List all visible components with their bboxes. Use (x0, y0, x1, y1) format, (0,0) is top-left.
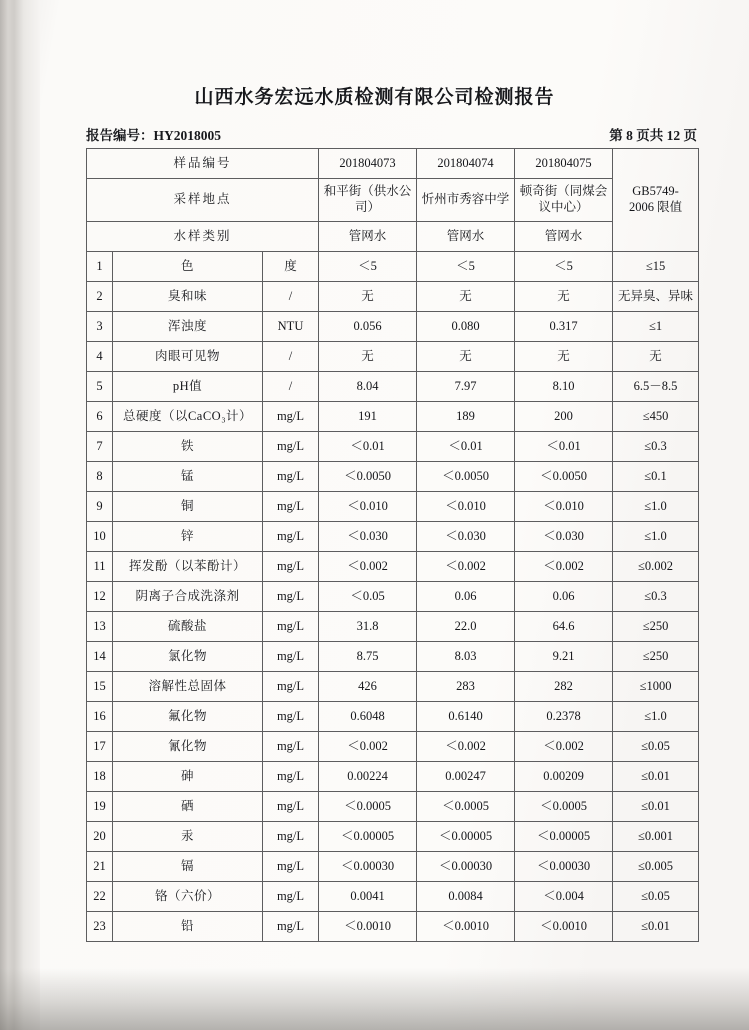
row-unit: mg/L (263, 762, 319, 792)
row-item-name: pH值 (113, 372, 263, 402)
row-index: 16 (87, 702, 113, 732)
row-standard-limit: ≤0.05 (613, 882, 699, 912)
water-quality-table (86, 148, 699, 942)
row-value-3: 0.06 (515, 582, 613, 612)
row-standard-limit: 无异臭、异味 (613, 282, 699, 312)
row-unit: mg/L (263, 612, 319, 642)
sample-id-2: 201804074 (417, 149, 515, 179)
row-value-1: 31.8 (319, 612, 417, 642)
row-index: 14 (87, 642, 113, 672)
header-type-label: 水样类别 (87, 222, 319, 252)
row-value-3: 0.00209 (515, 762, 613, 792)
row-standard-limit: ≤0.01 (613, 762, 699, 792)
sample-place-2: 忻州市秀容中学 (417, 179, 515, 222)
row-value-3: ＜0.030 (515, 522, 613, 552)
row-value-1: ＜0.01 (319, 432, 417, 462)
row-unit: 度 (263, 252, 319, 282)
row-unit: mg/L (263, 852, 319, 882)
table-row (87, 282, 699, 312)
row-item-name: 总硬度（以CaCO₃计） (113, 402, 263, 432)
row-value-1: 无 (319, 342, 417, 372)
row-unit: mg/L (263, 522, 319, 552)
row-unit: mg/L (263, 642, 319, 672)
table-row (87, 552, 699, 582)
row-unit: / (263, 342, 319, 372)
row-value-1: ＜0.0050 (319, 462, 417, 492)
row-value-3: 9.21 (515, 642, 613, 672)
row-item-name: 挥发酚（以苯酚计） (113, 552, 263, 582)
table-row (87, 312, 699, 342)
row-standard-limit: ≤250 (613, 612, 699, 642)
row-value-1: ＜0.00030 (319, 852, 417, 882)
table-header-sample-no (87, 149, 699, 179)
row-standard-limit: ≤1.0 (613, 522, 699, 552)
row-unit: mg/L (263, 462, 319, 492)
row-index: 12 (87, 582, 113, 612)
row-value-3: 0.317 (515, 312, 613, 342)
row-standard-limit: ≤0.3 (613, 582, 699, 612)
row-item-name: 氟化物 (113, 702, 263, 732)
row-standard-limit: ≤0.05 (613, 732, 699, 762)
row-value-2: ＜0.0050 (417, 462, 515, 492)
row-index: 6 (87, 402, 113, 432)
row-standard-limit: ≤15 (613, 252, 699, 282)
row-value-3: ＜0.002 (515, 732, 613, 762)
row-index: 18 (87, 762, 113, 792)
row-unit: mg/L (263, 582, 319, 612)
row-unit: mg/L (263, 882, 319, 912)
row-value-2: 0.0084 (417, 882, 515, 912)
row-standard-limit: ≤0.01 (613, 792, 699, 822)
row-item-name: 色 (113, 252, 263, 282)
row-index: 23 (87, 912, 113, 942)
row-index: 5 (87, 372, 113, 402)
row-value-2: ＜0.0010 (417, 912, 515, 942)
row-standard-limit: ≤0.001 (613, 822, 699, 852)
row-value-3: ＜0.00030 (515, 852, 613, 882)
row-index: 9 (87, 492, 113, 522)
table-row (87, 822, 699, 852)
sample-place-1: 和平街（供水公司） (319, 179, 417, 222)
row-value-3: ＜0.002 (515, 552, 613, 582)
table-row (87, 852, 699, 882)
row-value-2: 0.080 (417, 312, 515, 342)
row-value-1: 0.6048 (319, 702, 417, 732)
row-unit: mg/L (263, 552, 319, 582)
row-unit: mg/L (263, 912, 319, 942)
row-value-2: 7.97 (417, 372, 515, 402)
row-index: 10 (87, 522, 113, 552)
row-value-3: 无 (515, 342, 613, 372)
row-value-2: 22.0 (417, 612, 515, 642)
sample-type-2: 管网水 (417, 222, 515, 252)
row-value-2: 189 (417, 402, 515, 432)
row-value-2: ＜0.010 (417, 492, 515, 522)
row-item-name: 硒 (113, 792, 263, 822)
header-place-label: 采样地点 (87, 179, 319, 222)
table-row (87, 252, 699, 282)
table-row (87, 432, 699, 462)
table-row (87, 372, 699, 402)
row-item-name: 溶解性总固体 (113, 672, 263, 702)
row-value-1: 8.04 (319, 372, 417, 402)
row-index: 13 (87, 612, 113, 642)
row-index: 4 (87, 342, 113, 372)
row-value-3: 282 (515, 672, 613, 702)
row-unit: mg/L (263, 792, 319, 822)
table-row (87, 882, 699, 912)
row-index: 7 (87, 432, 113, 462)
row-value-3: ＜0.00005 (515, 822, 613, 852)
sample-type-1: 管网水 (319, 222, 417, 252)
row-value-2: 0.06 (417, 582, 515, 612)
row-standard-limit: ≤0.3 (613, 432, 699, 462)
row-value-3: ＜0.0050 (515, 462, 613, 492)
row-value-1: ＜0.030 (319, 522, 417, 552)
row-value-3: 0.2378 (515, 702, 613, 732)
row-unit: mg/L (263, 492, 319, 522)
row-standard-limit: ≤0.01 (613, 912, 699, 942)
row-index: 17 (87, 732, 113, 762)
row-value-2: 无 (417, 342, 515, 372)
row-value-3: ＜5 (515, 252, 613, 282)
page-title: 山西水务宏远水质检测有限公司检测报告 (194, 86, 555, 108)
row-value-2: ＜5 (417, 252, 515, 282)
table-row (87, 792, 699, 822)
row-value-3: ＜0.0005 (515, 792, 613, 822)
row-value-2: 8.03 (417, 642, 515, 672)
row-value-2: ＜0.00005 (417, 822, 515, 852)
row-item-name: 铬（六价） (113, 882, 263, 912)
row-item-name: 氯化物 (113, 642, 263, 672)
row-value-1: 0.056 (319, 312, 417, 342)
row-value-1: ＜0.002 (319, 552, 417, 582)
row-value-1: 0.00224 (319, 762, 417, 792)
row-index: 8 (87, 462, 113, 492)
row-standard-limit: ≤1.0 (613, 492, 699, 522)
row-value-2: 0.00247 (417, 762, 515, 792)
row-value-2: ＜0.030 (417, 522, 515, 552)
row-value-2: 283 (417, 672, 515, 702)
row-index: 2 (87, 282, 113, 312)
row-value-2: ＜0.0005 (417, 792, 515, 822)
row-item-name: 臭和味 (113, 282, 263, 312)
row-item-name: 锰 (113, 462, 263, 492)
row-item-name: 铜 (113, 492, 263, 522)
row-value-1: ＜0.0010 (319, 912, 417, 942)
table-row (87, 612, 699, 642)
row-index: 11 (87, 552, 113, 582)
table-row (87, 672, 699, 702)
row-value-1: 8.75 (319, 642, 417, 672)
row-standard-limit: ≤0.002 (613, 552, 699, 582)
row-item-name: 氰化物 (113, 732, 263, 762)
row-value-1: ＜5 (319, 252, 417, 282)
row-index: 3 (87, 312, 113, 342)
row-value-3: 无 (515, 282, 613, 312)
row-unit: mg/L (263, 402, 319, 432)
page-number: 第 8 页共 12 页 (609, 128, 697, 143)
table-row (87, 642, 699, 672)
row-standard-limit: ≤1 (613, 312, 699, 342)
row-value-2: 无 (417, 282, 515, 312)
row-value-1: ＜0.0005 (319, 792, 417, 822)
row-item-name: 镉 (113, 852, 263, 882)
row-item-name: 锌 (113, 522, 263, 552)
row-index: 1 (87, 252, 113, 282)
row-value-2: ＜0.002 (417, 732, 515, 762)
row-index: 15 (87, 672, 113, 702)
row-standard-limit: 无 (613, 342, 699, 372)
row-value-1: ＜0.05 (319, 582, 417, 612)
row-unit: mg/L (263, 822, 319, 852)
table-row (87, 702, 699, 732)
row-standard-limit: ≤1000 (613, 672, 699, 702)
report-number: 报告编号：HY2018005 (86, 128, 221, 143)
row-value-1: 426 (319, 672, 417, 702)
row-value-2: 0.6140 (417, 702, 515, 732)
row-unit: / (263, 282, 319, 312)
row-value-3: 200 (515, 402, 613, 432)
row-value-3: ＜0.0010 (515, 912, 613, 942)
row-unit: mg/L (263, 672, 319, 702)
row-standard-limit: ≤0.005 (613, 852, 699, 882)
sample-place-3: 顿奇街（同煤会议中心） (515, 179, 613, 222)
sample-id-1: 201804073 (319, 149, 417, 179)
row-standard-limit: ≤450 (613, 402, 699, 432)
row-unit: mg/L (263, 732, 319, 762)
standard-header: GB5749- 2006 限值 (613, 149, 699, 252)
row-standard-limit: ≤1.0 (613, 702, 699, 732)
row-item-name: 铁 (113, 432, 263, 462)
row-item-name: 肉眼可见物 (113, 342, 263, 372)
header-sample-no-label: 样品编号 (87, 149, 319, 179)
table-row (87, 462, 699, 492)
row-index: 19 (87, 792, 113, 822)
row-item-name: 砷 (113, 762, 263, 792)
row-item-name: 浑浊度 (113, 312, 263, 342)
row-value-1: ＜0.002 (319, 732, 417, 762)
row-item-name: 硫酸盐 (113, 612, 263, 642)
row-index: 22 (87, 882, 113, 912)
sample-type-3: 管网水 (515, 222, 613, 252)
row-value-1: 191 (319, 402, 417, 432)
table-row (87, 762, 699, 792)
table-row (87, 492, 699, 522)
row-value-1: ＜0.010 (319, 492, 417, 522)
row-value-3: 8.10 (515, 372, 613, 402)
row-value-3: 64.6 (515, 612, 613, 642)
row-unit: mg/L (263, 432, 319, 462)
row-unit: mg/L (263, 702, 319, 732)
row-standard-limit: ≤250 (613, 642, 699, 672)
row-value-2: ＜0.00030 (417, 852, 515, 882)
row-item-name: 阴离子合成洗涤剂 (113, 582, 263, 612)
row-value-1: ＜0.00005 (319, 822, 417, 852)
row-value-1: 0.0041 (319, 882, 417, 912)
row-index: 20 (87, 822, 113, 852)
sample-id-3: 201804075 (515, 149, 613, 179)
row-standard-limit: 6.5－8.5 (613, 372, 699, 402)
row-value-2: ＜0.002 (417, 552, 515, 582)
table-row (87, 522, 699, 552)
table-row (87, 912, 699, 942)
table-header-type (87, 222, 699, 252)
row-item-name: 铅 (113, 912, 263, 942)
row-value-2: ＜0.01 (417, 432, 515, 462)
table-row (87, 732, 699, 762)
row-unit: / (263, 372, 319, 402)
row-value-1: 无 (319, 282, 417, 312)
table-row (87, 582, 699, 612)
table-row (87, 342, 699, 372)
table-row (87, 402, 699, 432)
row-value-3: ＜0.004 (515, 882, 613, 912)
row-item-name: 汞 (113, 822, 263, 852)
row-standard-limit: ≤0.1 (613, 462, 699, 492)
table-header-place (87, 179, 699, 222)
row-unit: NTU (263, 312, 319, 342)
row-index: 21 (87, 852, 113, 882)
row-value-3: ＜0.010 (515, 492, 613, 522)
row-value-3: ＜0.01 (515, 432, 613, 462)
